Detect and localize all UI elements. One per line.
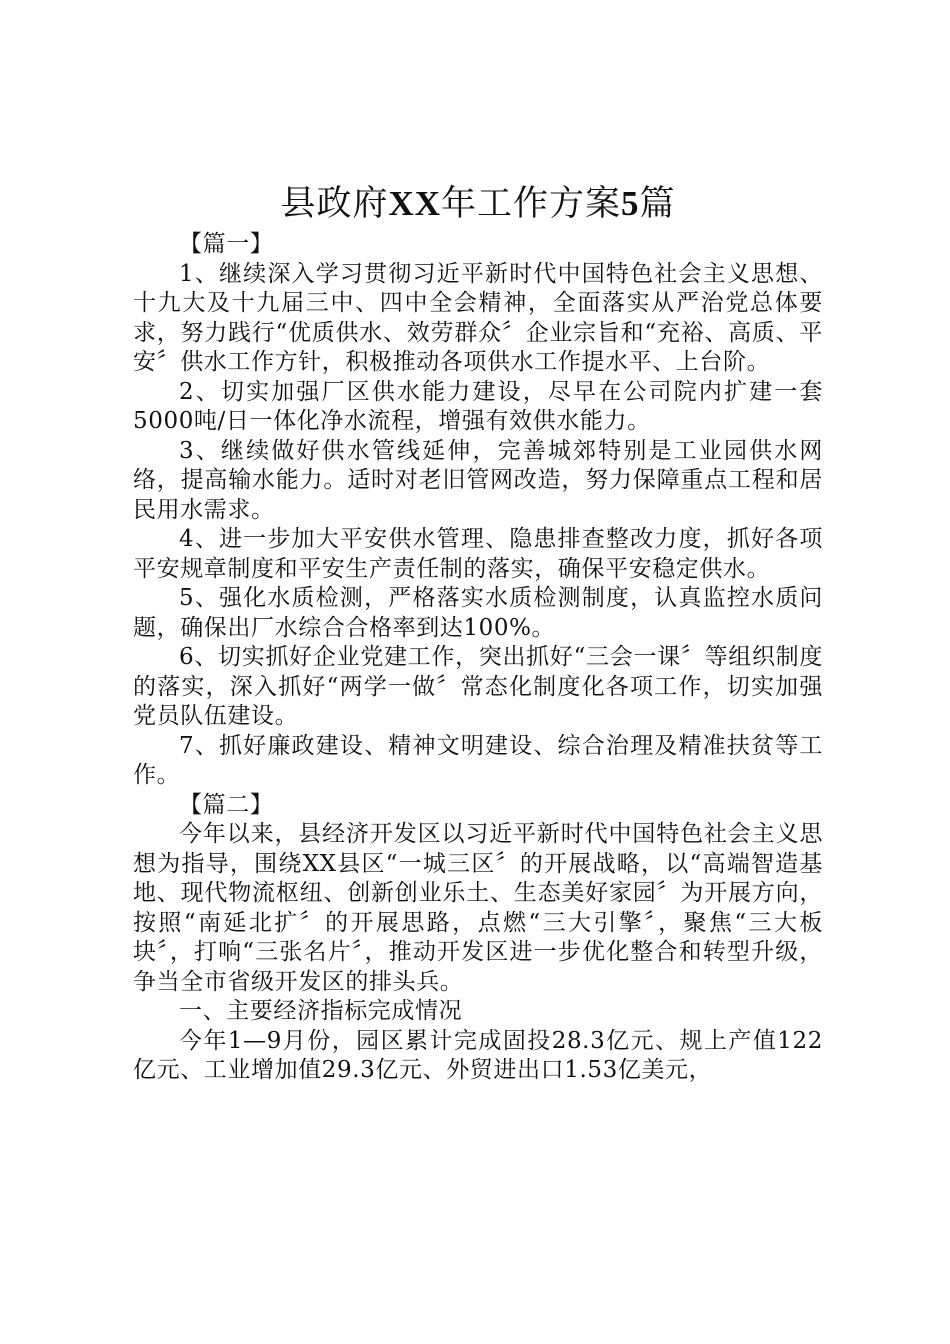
section2-paragraph: 今年1—9月份，园区累计完成固投28.3亿元、规上产值122亿元、工业增加值29.3亿元、外贸进出口1.53亿美元， [133, 1027, 823, 1083]
section1-paragraph: 4、进一步加大平安供水管理、隐患排查整改力度，抓好各项平安规章制度和平安生产责任制的落实，确保平安稳定供水。 [133, 526, 823, 582]
title-middle: 年工作方案 [441, 184, 622, 224]
title-prefix: 县政府 [280, 184, 389, 224]
title-bold-year: XX [388, 184, 442, 223]
title-suffix: 篇 [639, 184, 676, 224]
section1-heading: 【篇一】 [179, 231, 274, 257]
section1-paragraph: 1、继续深入学习贯彻习近平新时代中国特色社会主义思想、十九大及十九届三中、四中全会精神，全面落实从严治党总体要求，努力践行“优质供水、效劳群众〞企业宗旨和“充裕、高质、平安〞供水工作方针，积极推动各项供水工作提水平、上台阶。 [133, 260, 823, 375]
section2-intro-paragraph: 今年以来，县经济开发区以习近平新时代中国特色社会主义思想为指导，围绕XX县区“一城三区〞的开展战略，以“高端智造基地、现代物流枢纽、创新创业乐土、生态美好家园〞为开展方向，按照“南延北扩〞的开展思路，点燃“三大引擎〞，聚焦“三大板块〞，打响“三张名片〞，推动开发区进一步优化整合和转型升级，争当全市省级开发区的排头兵。 [133, 821, 823, 995]
title-bold-count: 5 [621, 184, 640, 223]
section1-paragraph: 7、抓好廉政建设、精神文明建设、综合治理及精准扶贫等工作。 [133, 732, 823, 788]
section1-paragraph: 5、强化水质检测，严格落实水质检测制度，认真监控水质问题，确保出厂水综合合格率到达100%。 [133, 585, 823, 641]
section1-paragraph: 3、继续做好供水管线延伸，完善城郊特别是工业园供水网络，提高输水能力。适时对老旧管网改造，努力保障重点工程和居民用水需求。 [133, 437, 823, 523]
section2-subheading: 一、主要经济指标完成情况 [179, 998, 463, 1024]
section1-paragraph: 2、切实加强厂区供水能力建设，尽早在公司院内扩建一套5000吨/日一体化净水流程，增强有效供水能力。 [133, 378, 823, 434]
section1-paragraph: 6、切实抓好企业党建工作，突出抓好“三会一课〞等组织制度的落实，深入抓好“两学一做〞常态化制度化各项工作，切实加强党员队伍建设。 [133, 644, 823, 729]
document-page [133, 182, 823, 1086]
section2-heading: 【篇二】 [179, 791, 274, 818]
document-title [133, 182, 823, 226]
